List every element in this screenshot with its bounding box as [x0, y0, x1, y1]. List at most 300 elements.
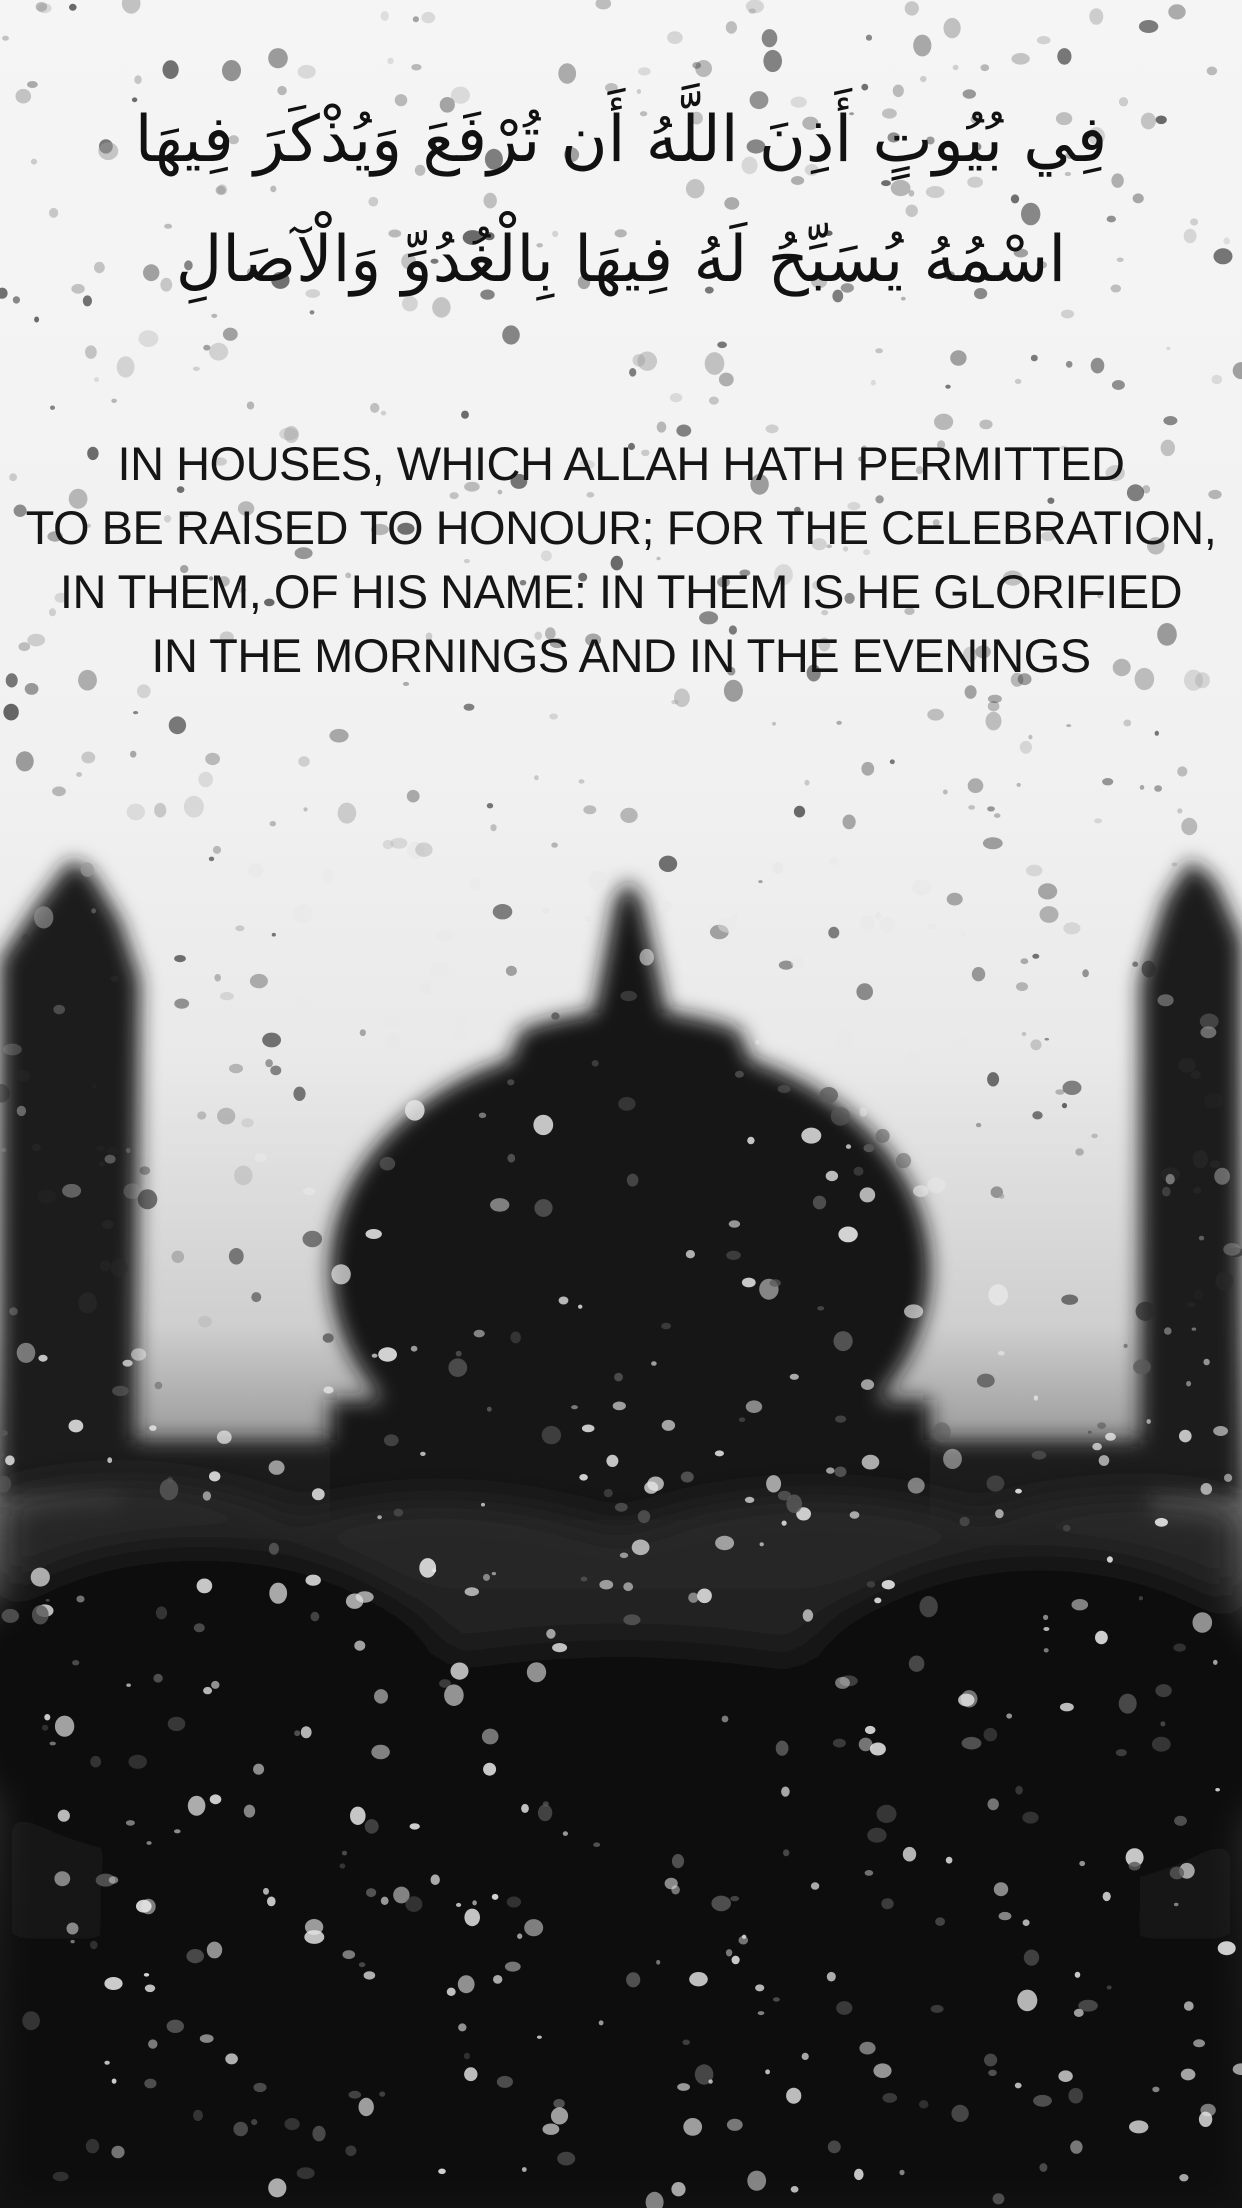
raindrop [1193, 2039, 1205, 2047]
raindrop [1043, 1615, 1048, 1620]
arabic-line-1: فِي بُيُوتٍ أَذِنَ اللَّهُ أَن تُرْفَعَ وَيُذْكَرَ فِيهَا [134, 103, 1108, 177]
raindrop [411, 1346, 418, 1352]
raindrop [972, 967, 985, 981]
raindrop [1015, 1786, 1023, 1795]
raindrop [123, 1183, 140, 1199]
raindrop [537, 2036, 542, 2039]
raindrop [1179, 1430, 1192, 1443]
raindrop [534, 775, 539, 780]
raindrop [951, 2105, 968, 2122]
raindrop [671, 700, 678, 704]
raindrop [76, 772, 82, 777]
raindrop [667, 31, 683, 44]
raindrop [209, 343, 228, 361]
raindrop [826, 1467, 834, 1473]
raindrop [742, 1278, 756, 1288]
raindrop [758, 2011, 765, 2015]
raindrop [1181, 2069, 1196, 2081]
raindrop [169, 716, 186, 734]
raindrop [860, 916, 875, 932]
raindrop [248, 863, 263, 877]
raindrop [1032, 954, 1039, 959]
raindrop [329, 729, 348, 743]
raindrop [1184, 2001, 1194, 2011]
raindrop [618, 1097, 635, 1111]
raindrop [1045, 1038, 1049, 1041]
raindrop [983, 837, 1003, 849]
raindrop [671, 2182, 685, 2196]
raindrop [981, 64, 990, 71]
raindrop [1184, 229, 1197, 244]
raindrop [209, 857, 214, 862]
raindrop [1168, 4, 1185, 19]
raindrop [879, 917, 895, 934]
raindrop [420, 982, 432, 994]
raindrop [431, 1874, 440, 1885]
raindrop [717, 342, 727, 349]
raindrop [1177, 766, 1187, 776]
raindrop [432, 1569, 436, 1573]
raindrop [968, 778, 984, 793]
raindrop [234, 1166, 252, 1186]
raindrop [1201, 1483, 1213, 1495]
raindrop [672, 1854, 684, 1868]
raindrop [482, 1729, 499, 1745]
raindrop [802, 2053, 809, 2060]
raindrop [9, 1307, 18, 1315]
raindrop [269, 1543, 279, 1555]
raindrop [1191, 1070, 1201, 1079]
raindrop [549, 713, 558, 719]
raindrop [1174, 1816, 1187, 1826]
raindrop [786, 1495, 802, 1514]
raindrop [366, 1229, 382, 1239]
raindrop [786, 2088, 801, 2104]
raindrop [1024, 1950, 1039, 1966]
raindrop [783, 1849, 789, 1856]
raindrop [912, 879, 932, 895]
raindrop [1066, 724, 1071, 727]
raindrop [946, 1857, 953, 1864]
raindrop [846, 1144, 851, 1149]
raindrop [322, 870, 334, 885]
raindrop [688, 1593, 698, 1603]
raindrop [366, 1888, 376, 1897]
raindrop [174, 999, 189, 1009]
raindrop [883, 2093, 898, 2103]
raindrop [596, 0, 612, 9]
left-minaret [0, 860, 140, 1500]
raindrop [781, 1787, 790, 1797]
raindrop [294, 1730, 300, 1736]
raindrop [140, 1166, 151, 1175]
raindrop [782, 1521, 787, 1526]
raindrop [405, 1100, 425, 1121]
translation-line-3: IN THEM, OF HIS NAME: IN THEM IS HE GLORIFIED [59, 565, 1183, 618]
raindrop [766, 1475, 781, 1492]
raindrop [1032, 1111, 1042, 1119]
raindrop [790, 1374, 799, 1380]
raindrop [1022, 1812, 1038, 1824]
raindrop [1178, 1058, 1195, 1073]
raindrop [791, 2186, 799, 2193]
raindrop [1199, 1236, 1204, 1241]
raindrop [909, 1656, 925, 1672]
raindrop [155, 1382, 163, 1389]
raindrop [497, 2076, 513, 2088]
raindrop [1158, 994, 1174, 1006]
raindrop [831, 1107, 851, 1126]
raindrop [689, 1972, 708, 1986]
raindrop [538, 1804, 552, 1821]
raindrop [492, 1894, 499, 1900]
raindrop [1193, 1187, 1201, 1194]
raindrop [732, 1956, 740, 1965]
raindrop [384, 1434, 399, 1446]
raindrop [640, 949, 654, 966]
raindrop [718, 918, 737, 933]
raindrop [31, 159, 37, 165]
raindrop [364, 1971, 376, 1979]
raindrop [881, 1898, 893, 1909]
raindrop [76, 1596, 84, 1603]
raindrop [3, 704, 18, 721]
raindrop [1147, 1419, 1151, 1424]
raindrop [670, 393, 682, 402]
raindrop [229, 1248, 244, 1265]
raindrop [1139, 1596, 1143, 1600]
raindrop [293, 904, 312, 923]
raindrop [859, 2042, 875, 2055]
raindrop [102, 1220, 114, 1229]
raindrop [1218, 1941, 1236, 1955]
raindrop [312, 2126, 325, 2142]
raindrop [487, 1407, 492, 1412]
raindrop [222, 60, 241, 81]
raindrop [458, 2023, 466, 2031]
raindrop [746, 1400, 762, 1413]
raindrop [705, 352, 725, 375]
raindrop [861, 762, 874, 776]
raindrop [349, 2091, 362, 2099]
raindrop [794, 806, 805, 818]
raindrop [269, 1460, 285, 1474]
raindrop [758, 880, 762, 883]
raindrop [1075, 1972, 1081, 1978]
raindrop [551, 842, 558, 847]
raindrop [17, 1343, 36, 1363]
raindrop [681, 1472, 694, 1483]
raindrop [620, 991, 637, 1001]
raindrop [472, 1900, 477, 1905]
raindrop [994, 813, 1001, 818]
raindrop [1190, 218, 1198, 225]
raindrop [507, 1897, 521, 1908]
raindrop [53, 2172, 69, 2182]
raindrop [755, 1984, 764, 1991]
raindrop [1124, 1344, 1128, 1348]
raindrop [674, 689, 690, 708]
raindrop [0, 288, 8, 299]
raindrop [464, 704, 475, 711]
raindrop [659, 901, 672, 912]
raindrop [492, 1572, 496, 1575]
raindrop [255, 1153, 267, 1162]
raindrop [1203, 1359, 1209, 1366]
raindrop [527, 1662, 546, 1682]
raindrop [464, 2053, 470, 2060]
raindrop [1011, 53, 1029, 65]
raindrop [552, 1643, 567, 1652]
raindrop [1092, 1443, 1102, 1450]
raindrop [378, 1347, 397, 1361]
raindrop [999, 1912, 1012, 1920]
raindrop [193, 2110, 203, 2121]
raindrop [760, 1542, 764, 1546]
raindrop [154, 803, 166, 818]
raindrop [542, 1426, 561, 1444]
raindrop [350, 1807, 366, 1825]
raindrop [91, 908, 96, 913]
raindrop [1107, 1985, 1112, 1989]
raindrop [62, 1184, 81, 1198]
raindrop [2, 36, 9, 41]
raindrop [686, 1250, 695, 1258]
raindrop [262, 1033, 281, 1048]
raindrop [778, 1085, 791, 1093]
raindrop [833, 1739, 846, 1748]
raindrop [167, 1477, 173, 1484]
raindrop [233, 2122, 248, 2136]
raindrop [1193, 1612, 1213, 1633]
raindrop [1129, 2120, 1148, 2133]
raindrop [411, 64, 421, 70]
raindrop [456, 1903, 461, 1907]
raindrop [312, 1488, 325, 1500]
raindrop [656, 1960, 660, 1965]
raindrop [90, 1756, 101, 1768]
raindrop [32, 1144, 41, 1151]
raindrop [126, 1820, 135, 1826]
raindrop [638, 67, 651, 75]
raindrop [1181, 818, 1197, 835]
raindrop [430, 961, 449, 977]
raindrop [772, 722, 776, 726]
raindrop [773, 862, 784, 874]
raindrop [163, 60, 179, 79]
raindrop [876, 1129, 890, 1143]
raindrop [835, 1416, 846, 1423]
raindrop [436, 930, 453, 942]
raindrop [835, 1467, 847, 1478]
raindrop [866, 35, 872, 41]
raindrop [46, 1599, 50, 1602]
raindrop [551, 1012, 559, 1019]
raindrop [629, 368, 636, 377]
raindrop [267, 1897, 276, 1907]
raindrop [144, 1973, 149, 1977]
raindrop [559, 1297, 569, 1305]
raindrop [1072, 1599, 1089, 1610]
raindrop [606, 1455, 618, 1467]
raindrop [381, 1897, 389, 1905]
raindrop [81, 752, 95, 764]
raindrop [22, 2011, 40, 2030]
raindrop [303, 1188, 315, 1196]
raindrop [1214, 248, 1233, 264]
raindrop [615, 1503, 628, 1512]
raindrop [50, 1742, 56, 1746]
raindrop [1079, 1861, 1085, 1866]
raindrop [836, 2001, 852, 2015]
raindrop [209, 1471, 220, 1481]
raindrop [613, 1402, 626, 1411]
raindrop [210, 1794, 222, 1804]
raindrop [167, 2020, 184, 2033]
raindrop [323, 1386, 333, 1393]
raindrop [1068, 2088, 1083, 2104]
raindrop [739, 1417, 745, 1422]
raindrop [141, 1899, 156, 1915]
raindrop [1015, 2083, 1022, 2089]
raindrop [896, 1153, 911, 1168]
raindrop [145, 1985, 155, 1993]
raindrop [198, 772, 213, 788]
raindrop [0, 1452, 4, 1457]
raindrop [67, 1923, 79, 1935]
raindrop [123, 1360, 133, 1367]
raindrop [13, 296, 20, 303]
raindrop [405, 1896, 422, 1912]
raindrop [1039, 2163, 1047, 2172]
raindrop [1152, 2087, 1159, 2093]
raindrop [374, 1689, 388, 1704]
raindrop [126, 1148, 131, 1153]
raindrop [340, 1863, 346, 1868]
raindrop [1091, 1134, 1098, 1139]
raindrop [293, 1087, 305, 1101]
raindrop [801, 1128, 821, 1144]
raindrop [479, 1113, 486, 1119]
raindrop [827, 1972, 836, 1982]
raindrop [1105, 1433, 1116, 1441]
raindrop [338, 803, 357, 824]
raindrop [945, 385, 950, 389]
raindrop [762, 29, 778, 47]
translation-line-1: IN HOUSES, WHICH ALLAH HATH PERMITTED [117, 437, 1125, 490]
raindrop [470, 878, 481, 890]
raindrop [987, 1072, 999, 1086]
raindrop [1095, 1631, 1108, 1645]
raindrop [483, 1574, 490, 1581]
raindrop [502, 325, 520, 344]
raindrop [105, 1155, 116, 1164]
raindrop [708, 2079, 712, 2083]
raindrop [1142, 961, 1156, 978]
raindrop [507, 1154, 515, 1163]
raindrop [184, 796, 204, 818]
raindrop [372, 1354, 378, 1358]
raindrop [1223, 1243, 1240, 1256]
raindrop [305, 1919, 323, 1935]
raindrop [986, 712, 1002, 731]
raindrop [1152, 1737, 1171, 1752]
raindrop [993, 2193, 1005, 2204]
raindrop [953, 65, 959, 70]
raindrop [835, 1677, 850, 1689]
raindrop [1194, 1289, 1204, 1299]
raindrop [995, 1509, 1004, 1518]
raindrop [633, 354, 646, 367]
raindrop [92, 1084, 96, 1088]
raindrop [241, 1118, 253, 1127]
raindrop [726, 21, 737, 34]
raindrop [131, 1348, 146, 1360]
raindrop [854, 2169, 864, 2180]
raindrop [107, 1457, 112, 1463]
raindrop [188, 1796, 206, 1816]
raindrop [1214, 1168, 1230, 1185]
raindrop [37, 1190, 56, 1204]
raindrop [270, 821, 276, 826]
raindrop [533, 1115, 553, 1135]
raindrop [265, 1059, 273, 1067]
raindrop [861, 1379, 874, 1390]
raindrop [593, 1842, 600, 1847]
raindrop [835, 1028, 854, 1049]
raindrop [456, 1017, 467, 1028]
raindrop [791, 956, 804, 968]
raindrop [834, 1331, 853, 1351]
raindrop [186, 1949, 204, 1963]
arabic-line-2: اسْمُهُ يُسَبِّحُ لَهُ فِيهَا بِالْغُدُوِّ وَالْآصَالِ [175, 223, 1067, 297]
raindrop [726, 1949, 732, 1956]
raindrop [32, 1605, 49, 1624]
raindrop [651, 1361, 657, 1366]
raindrop [381, 11, 389, 21]
raindrop [933, 1422, 951, 1442]
raindrop [205, 753, 220, 765]
raindrop [354, 1641, 365, 1651]
raindrop [811, 1882, 819, 1889]
raindrop [935, 1917, 945, 1926]
raindrop [599, 2020, 604, 2025]
raindrop [1107, 1556, 1113, 1562]
raindrop [211, 1681, 219, 1689]
raindrop [110, 976, 118, 982]
raindrop [381, 411, 386, 416]
raindrop [913, 1185, 929, 1197]
raindrop [715, 1450, 724, 1456]
raindrop [507, 1079, 514, 1085]
raindrop [438, 2169, 446, 2175]
raindrop [726, 1251, 741, 1260]
raindrop [571, 1405, 578, 1409]
raindrop [268, 2178, 286, 2197]
raindrop [1123, 720, 1131, 727]
raindrop [977, 1374, 995, 1388]
raindrop [1088, 1431, 1092, 1434]
raindrop [1187, 1302, 1196, 1307]
raindrop [1164, 1327, 1172, 1335]
raindrop [984, 2054, 997, 2067]
raindrop [493, 904, 513, 919]
raindrop [1094, 818, 1102, 823]
raindrop [306, 1575, 321, 1586]
raindrop [1172, 863, 1178, 867]
raindrop [522, 2167, 527, 2172]
raindrop [1103, 1892, 1111, 1901]
